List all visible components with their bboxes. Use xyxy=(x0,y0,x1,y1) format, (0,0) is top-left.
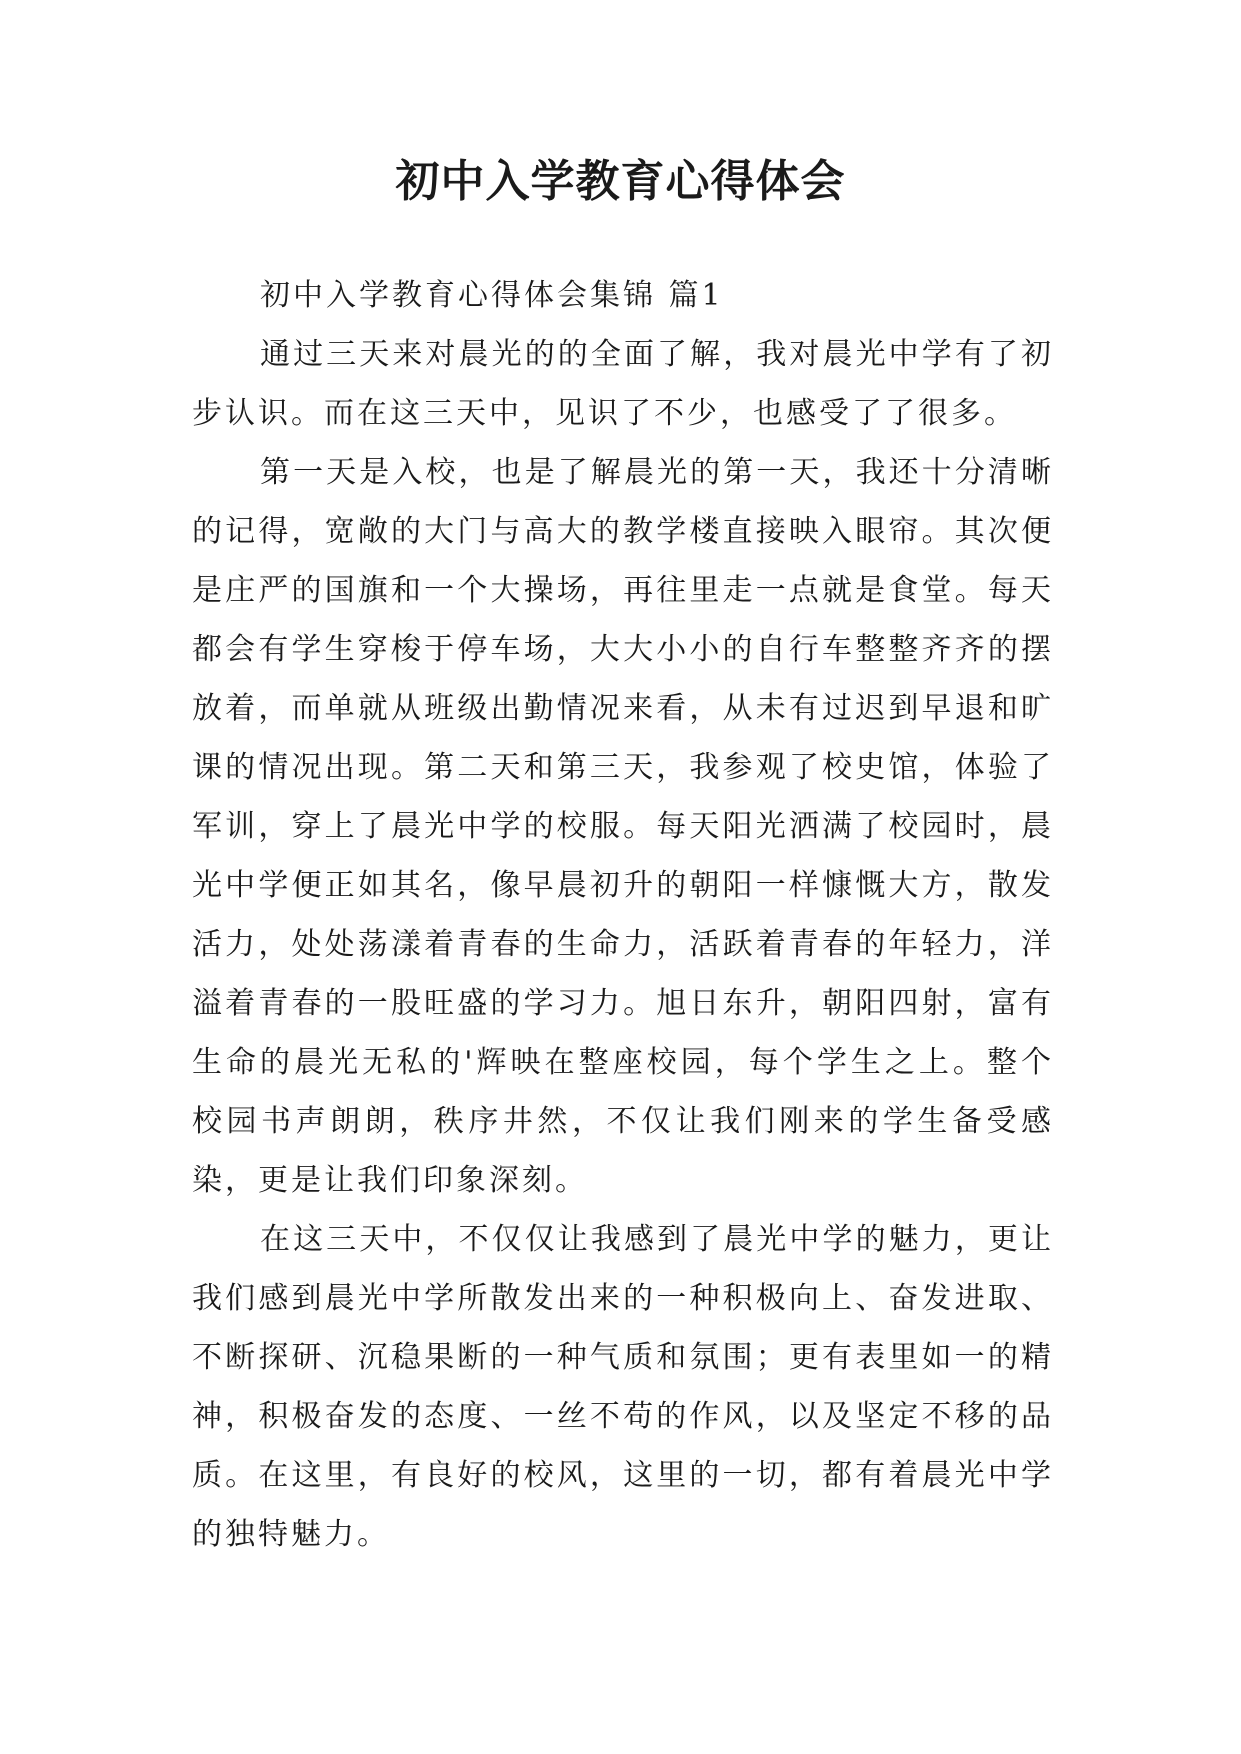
section-heading: 初中入学教育心得体会集锦 篇1 xyxy=(260,278,724,313)
document-title: 初中入学教育心得体会 xyxy=(395,156,846,207)
paragraph: 第一天是入校，也是了解晨光的第一天，我还十分清晰的记得，宽敞的大门与高大的教学楼直接映入眼帘。其次便是庄严的国旗和一个大操场，再往里走一点就是食堂。每天都会有学生穿梭于停车场，大大小小的自行车整整齐齐的摆放着，而单就从班级出勤情况来看，从未有过迟到早退和旷课的情况出现。第二天和第三天，我参观了校史馆，体验了军训，穿上了晨光中学的校服。每天阳光洒满了校园时，晨光中学便正如其名，像早晨初升的朝阳一样慷慨大方，散发活力，处处荡漾着青春的生命力，活跃着青春的年轻力，洋溢着青春的一股旺盛的学习力。旭日东升，朝阳四射，富有生命的晨光无私的'辉映在整座校园，每个学生之上。整个校园书声朗朗，秩序井然，不仅让我们刚来的学生备受感染，更是让我们印象深刻。 xyxy=(192,455,1054,1198)
paragraph: 通过三天来对晨光的的全面了解，我对晨光中学有了初步认识。而在这三天中，见识了不少，也感受了了很多。 xyxy=(192,337,1054,431)
document-body xyxy=(192,266,1054,1564)
paragraph: 在这三天中，不仅仅让我感到了晨光中学的魅力，更让我们感到晨光中学所散发出来的一种积极向上、奋发进取、不断探研、沉稳果断的一种气质和氛围；更有表里如一的精神，积极奋发的态度、一丝不苟的作风，以及坚定不移的品质。在这里，有良好的校风，这里的一切，都有着晨光中学的独特魅力。 xyxy=(192,1222,1054,1552)
